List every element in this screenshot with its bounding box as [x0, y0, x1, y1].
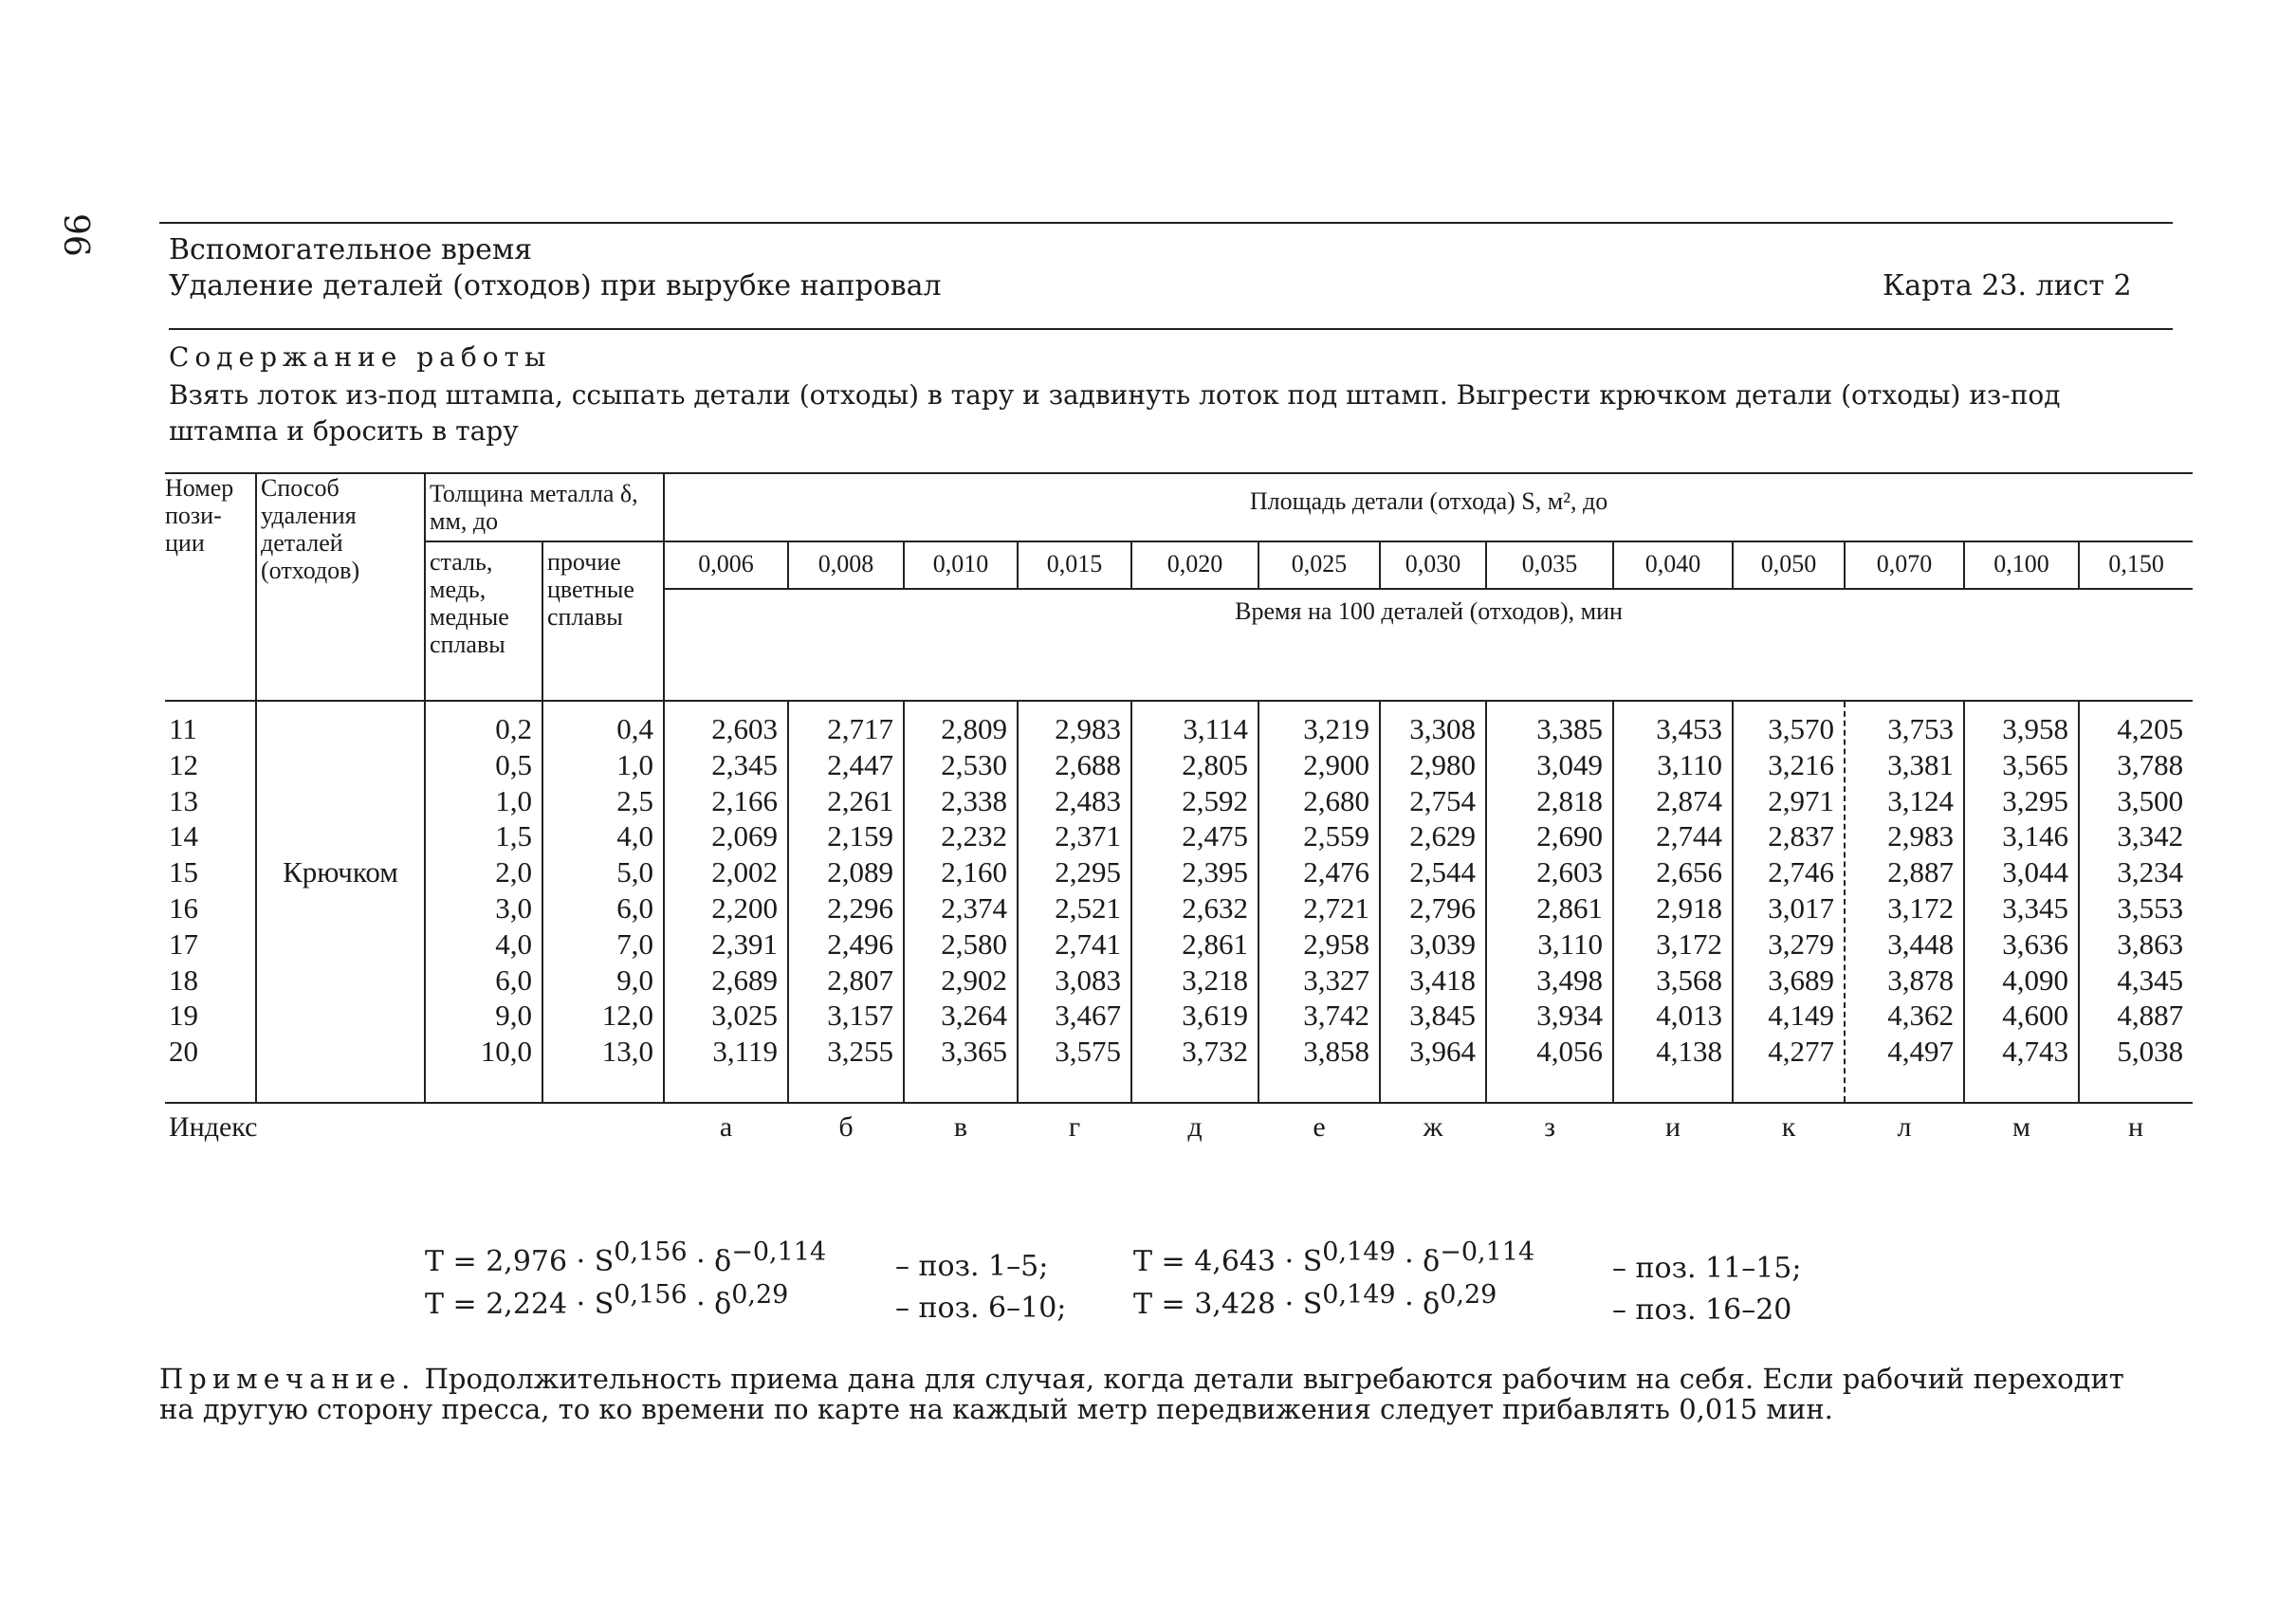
area-col: 0,035: [1486, 541, 1613, 589]
table-cell: 3,934: [1536, 999, 1604, 1033]
value-col-k: [1733, 701, 1845, 1103]
area-col: 0,020: [1131, 541, 1258, 589]
table-row: 20: [169, 1035, 198, 1069]
list-item: 1,0: [616, 747, 654, 781]
table-cell: 3,753: [1887, 712, 1955, 745]
header-method: Способ удаления деталей (отходов): [256, 473, 425, 701]
table-cell: 2,395: [1182, 855, 1249, 889]
index-cell: е: [1258, 1103, 1380, 1150]
table-cell: 2,069: [711, 819, 779, 853]
table-cell: 3,255: [827, 1035, 894, 1069]
table-cell: 3,234: [2117, 855, 2184, 889]
value-col-e: [1258, 701, 1380, 1103]
table-cell: 2,717: [827, 712, 894, 745]
table-cell: 3,498: [1536, 962, 1604, 997]
index-cell: ж: [1380, 1103, 1486, 1150]
list-item: 1,0: [495, 783, 532, 817]
area-col: 0,070: [1845, 541, 1964, 589]
table-cell: 2,805: [1182, 747, 1249, 781]
index-label: Индекс: [165, 1103, 664, 1150]
table-cell: 3,570: [1768, 712, 1835, 745]
table-cell: 3,448: [1887, 926, 1955, 961]
table-cell: 2,796: [1409, 890, 1477, 925]
value-col-l: [1845, 701, 1964, 1103]
table-cell: 2,496: [827, 926, 894, 961]
area-col: 0,015: [1018, 541, 1131, 589]
area-col: 0,025: [1258, 541, 1380, 589]
table-cell: 3,345: [2002, 890, 2069, 925]
table-cell: 4,205: [2117, 712, 2184, 745]
table-row: 16: [169, 890, 198, 925]
table-cell: 2,345: [711, 747, 779, 781]
table-cell: 2,807: [827, 962, 894, 997]
table-row: 17: [169, 926, 198, 961]
table-cell: 2,861: [1182, 926, 1249, 961]
area-col: 0,100: [1964, 541, 2079, 589]
table-row: 19: [169, 999, 198, 1033]
table-cell: 3,017: [1768, 890, 1835, 925]
table-cell: 4,138: [1656, 1035, 1723, 1069]
table-cell: 3,575: [1055, 1035, 1122, 1069]
table-cell: 3,858: [1303, 1035, 1370, 1069]
table-cell: 3,453: [1656, 712, 1723, 745]
table-cell: 3,172: [1656, 926, 1723, 961]
table-cell: 2,483: [1055, 783, 1122, 817]
list-item: 5,0: [616, 855, 654, 889]
table-cell: 3,467: [1055, 999, 1122, 1033]
table-cell: 2,295: [1055, 855, 1122, 889]
note-line1: Примечание. Продолжительность приема дана для случая, когда детали выгребаются рабочим на себя. Если рабочий переходит: [159, 1363, 2124, 1395]
list-item: 4,0: [495, 926, 532, 961]
table-cell: 2,809: [941, 712, 1008, 745]
header-position: Номер пози- ции: [165, 473, 256, 701]
table-row: 18: [169, 962, 198, 997]
table-cell: 3,157: [827, 999, 894, 1033]
table-cell: 3,863: [2117, 926, 2184, 961]
work-text-line2: штампа и бросить в тару: [169, 415, 519, 447]
table-cell: 3,732: [1182, 1035, 1249, 1069]
table-cell: 3,845: [1409, 999, 1477, 1033]
index-cell: л: [1845, 1103, 1964, 1150]
table-cell: 4,277: [1768, 1035, 1835, 1069]
value-col-z: [1486, 701, 1613, 1103]
list-item: 12,0: [601, 999, 654, 1033]
index-cell: к: [1733, 1103, 1845, 1150]
index-cell: и: [1613, 1103, 1733, 1150]
table-cell: 3,039: [1409, 926, 1477, 961]
header-bottom-rule: [169, 328, 2173, 330]
table-cell: 3,124: [1887, 783, 1955, 817]
header-title-line1: Вспомогательное время: [169, 233, 533, 266]
table-cell: 2,983: [1055, 712, 1122, 745]
table-cell: 2,971: [1768, 783, 1835, 817]
table-cell: 3,279: [1768, 926, 1835, 961]
table-cell: 2,887: [1887, 855, 1955, 889]
table-cell: 2,338: [941, 783, 1008, 817]
table-cell: 2,544: [1409, 855, 1477, 889]
table-cell: 3,342: [2117, 819, 2184, 853]
list-item: 0,5: [495, 747, 532, 781]
note-label: Примечание.: [159, 1363, 416, 1395]
table-cell: 3,689: [1768, 962, 1835, 997]
table-cell: 2,521: [1055, 890, 1122, 925]
table-cell: 2,837: [1768, 819, 1835, 853]
table-cell: 3,025: [711, 999, 779, 1033]
table-row: 14: [169, 819, 198, 853]
table-cell: 2,530: [941, 747, 1008, 781]
table-cell: 3,327: [1303, 962, 1370, 997]
table-cell: 3,219: [1303, 712, 1370, 745]
table-cell: 3,418: [1409, 962, 1477, 997]
table-cell: 3,110: [1537, 926, 1604, 961]
table-cell: 3,216: [1768, 747, 1835, 781]
table-cell: 2,559: [1303, 819, 1370, 853]
table-cell: 2,918: [1656, 890, 1723, 925]
table-cell: 2,980: [1409, 747, 1477, 781]
list-item: 0,2: [495, 712, 532, 745]
table-row: 11: [169, 712, 197, 745]
list-item: 10,0: [480, 1035, 532, 1069]
list-item: 3,0: [495, 890, 532, 925]
index-cell: м: [1964, 1103, 2079, 1150]
value-col-i: [1613, 701, 1733, 1103]
area-col: 0,010: [904, 541, 1018, 589]
table-cell: 2,475: [1182, 819, 1249, 853]
steel-col: [425, 701, 542, 1103]
table-cell: 3,365: [941, 1035, 1008, 1069]
table-cell: 3,218: [1182, 962, 1249, 997]
table-cell: 2,232: [941, 819, 1008, 853]
table-cell: 4,013: [1656, 999, 1723, 1033]
table-cell: 4,497: [1887, 1035, 1955, 1069]
formula-2-range: – поз. 6–10;: [895, 1292, 1067, 1325]
note: [159, 1364, 2189, 1424]
header-area: Площадь детали (отхода) S, м², до: [664, 473, 2193, 541]
value-col-g: [1018, 701, 1131, 1103]
table-cell: 3,964: [1409, 1035, 1477, 1069]
table-cell: 2,983: [1887, 819, 1955, 853]
table-cell: 2,900: [1303, 747, 1370, 781]
table-cell: 2,603: [1536, 855, 1604, 889]
work-text-line1: Взять лоток из-под штампа, ссыпать детали (отходы) в тару и задвинуть лоток под штамп. Выгрести крючком детали (отходы) из-под: [169, 379, 2061, 411]
formula-2: $T = 2,224 \cdot S^{0,156} \cdot \delta^{0,29}$: [425, 1280, 789, 1321]
table-cell: 3,565: [2002, 747, 2069, 781]
table-cell: 3,878: [1887, 962, 1955, 997]
table-row: 15: [169, 855, 198, 889]
table-cell: 3,110: [1657, 747, 1723, 781]
table-cell: 2,721: [1303, 890, 1370, 925]
list-item: 1,5: [495, 819, 532, 853]
table-cell: 3,308: [1409, 712, 1477, 745]
table-cell: 4,090: [2002, 962, 2069, 997]
table-cell: 3,568: [1656, 962, 1723, 997]
table-cell: 2,688: [1055, 747, 1122, 781]
value-col-n: [2079, 701, 2193, 1103]
note-line2: на другую сторону пресса, то ко времени по карте на каждый метр передвижения следует прибавлять 0,015 мин.: [159, 1393, 1833, 1425]
table-cell: 2,374: [941, 890, 1008, 925]
value-col-d: [1131, 701, 1258, 1103]
table-cell: 3,172: [1887, 890, 1955, 925]
area-col: 0,150: [2079, 541, 2193, 589]
list-item: 2,5: [616, 783, 654, 817]
card-label: Карта 23. лист 2: [1883, 269, 2132, 302]
table-cell: 3,146: [2002, 819, 2069, 853]
index-cell: б: [788, 1103, 904, 1150]
index-cell: н: [2079, 1103, 2193, 1150]
table-cell: 2,754: [1409, 783, 1477, 817]
table-cell: 2,958: [1303, 926, 1370, 961]
table-cell: 3,742: [1303, 999, 1370, 1033]
table-cell: 2,818: [1536, 783, 1604, 817]
table-cell: 4,345: [2117, 962, 2184, 997]
table-row: 12: [169, 747, 198, 781]
list-item: 13,0: [601, 1035, 654, 1069]
area-col: 0,006: [664, 541, 788, 589]
value-col-zh: [1380, 701, 1486, 1103]
index-cell: в: [904, 1103, 1018, 1150]
area-col: 0,040: [1613, 541, 1733, 589]
table-cell: 2,603: [711, 712, 779, 745]
list-item: 6,0: [616, 890, 654, 925]
area-col: 0,030: [1380, 541, 1486, 589]
table-cell: 2,861: [1536, 890, 1604, 925]
index-cell: д: [1131, 1103, 1258, 1150]
list-item: 9,0: [495, 999, 532, 1033]
table-cell: 2,296: [827, 890, 894, 925]
formula-3-range: – поз. 11–15;: [1612, 1252, 1802, 1285]
list-item: 2,0: [495, 855, 532, 889]
table-cell: 2,261: [827, 783, 894, 817]
table-cell: 2,371: [1055, 819, 1122, 853]
positions-col: [165, 701, 256, 1103]
area-col: 0,050: [1733, 541, 1845, 589]
area-col: 0,008: [788, 541, 904, 589]
header-time: Время на 100 деталей (отходов), мин: [664, 589, 2193, 701]
list-item: 4,0: [616, 819, 654, 853]
index-cell: з: [1486, 1103, 1613, 1150]
table-cell: 3,381: [1887, 747, 1955, 781]
table-cell: 3,044: [2002, 855, 2069, 889]
formula-4-range: – поз. 16–20: [1612, 1293, 1792, 1327]
table-cell: 2,200: [711, 890, 779, 925]
value-col-b: [788, 701, 904, 1103]
table-cell: 4,600: [2002, 999, 2069, 1033]
table-cell: 2,580: [941, 926, 1008, 961]
index-cell: а: [664, 1103, 788, 1150]
table-cell: 3,119: [712, 1035, 779, 1069]
table-cell: 2,902: [941, 962, 1008, 997]
table-cell: 2,689: [711, 962, 779, 997]
list-item: 0,4: [616, 712, 654, 745]
table-cell: 4,056: [1536, 1035, 1604, 1069]
table-cell: 2,166: [711, 783, 779, 817]
page-number: 96: [56, 213, 95, 257]
formula-1-range: – поз. 1–5;: [895, 1250, 1049, 1283]
list-item: 6,0: [495, 962, 532, 997]
header-title-line2: Удаление деталей (отходов) при вырубке напровал: [169, 269, 942, 302]
table-cell: 3,636: [2002, 926, 2069, 961]
table-cell: 2,391: [711, 926, 779, 961]
table-cell: 4,362: [1887, 999, 1955, 1033]
table-cell: 3,295: [2002, 783, 2069, 817]
table-row: 13: [169, 783, 198, 817]
table-cell: 5,038: [2117, 1035, 2184, 1069]
table-cell: 2,160: [941, 855, 1008, 889]
table-cell: 2,447: [827, 747, 894, 781]
table-cell: 3,619: [1182, 999, 1249, 1033]
header-thickness: Толщина металла δ, мм, до: [425, 473, 664, 541]
formula-3: $T = 4,643 \cdot S^{0,149} \cdot \delta^{-0,114}$: [1133, 1237, 1535, 1278]
other-col: [542, 701, 664, 1103]
table-cell: 2,874: [1656, 783, 1723, 817]
list-item: 7,0: [616, 926, 654, 961]
table-cell: 4,149: [1768, 999, 1835, 1033]
time-table: [165, 472, 2193, 1150]
table-cell: 2,089: [827, 855, 894, 889]
formula-4: $T = 3,428 \cdot S^{0,149} \cdot \delta^{0,29}$: [1133, 1280, 1497, 1321]
table-cell: 2,741: [1055, 926, 1122, 961]
table-cell: 4,887: [2117, 999, 2184, 1033]
header-top-rule: [159, 222, 2173, 224]
table-cell: 2,592: [1182, 783, 1249, 817]
method-col: [256, 701, 425, 1103]
table-cell: 3,083: [1055, 962, 1122, 997]
table-cell: 2,629: [1409, 819, 1477, 853]
table-cell: 2,656: [1656, 855, 1723, 889]
header-other: прочие цветные сплавы: [542, 541, 664, 701]
header-steel: сталь, медь, медные сплавы: [425, 541, 542, 701]
table-cell: 2,159: [827, 819, 894, 853]
table-cell: 4,743: [2002, 1035, 2069, 1069]
table-cell: 3,114: [1183, 712, 1249, 745]
table-cell: 3,500: [2117, 783, 2184, 817]
table-cell: 3,958: [2002, 712, 2069, 745]
value-col-m: [1964, 701, 2079, 1103]
value-col-v: [904, 701, 1018, 1103]
table-cell: 3,264: [941, 999, 1008, 1033]
table-cell: 3,385: [1536, 712, 1604, 745]
table-cell: 3,788: [2117, 747, 2184, 781]
table-cell: 2,680: [1303, 783, 1370, 817]
index-cell: г: [1018, 1103, 1131, 1150]
table-cell: 3,049: [1536, 747, 1604, 781]
formula-1: $T = 2,976 \cdot S^{0,156} \cdot \delta^{-0,114}$: [425, 1237, 827, 1278]
table-cell: 2,690: [1536, 819, 1604, 853]
table-cell: 3,553: [2117, 890, 2184, 925]
value-col-a: [664, 701, 788, 1103]
work-heading: Содержание работы: [169, 341, 552, 373]
method-value: Крючком: [283, 855, 398, 889]
table-cell: 2,746: [1768, 855, 1835, 889]
table-cell: 2,744: [1656, 819, 1723, 853]
table-cell: 2,002: [711, 855, 779, 889]
table-cell: 2,476: [1303, 855, 1370, 889]
table-cell: 2,632: [1182, 890, 1249, 925]
list-item: 9,0: [616, 962, 654, 997]
